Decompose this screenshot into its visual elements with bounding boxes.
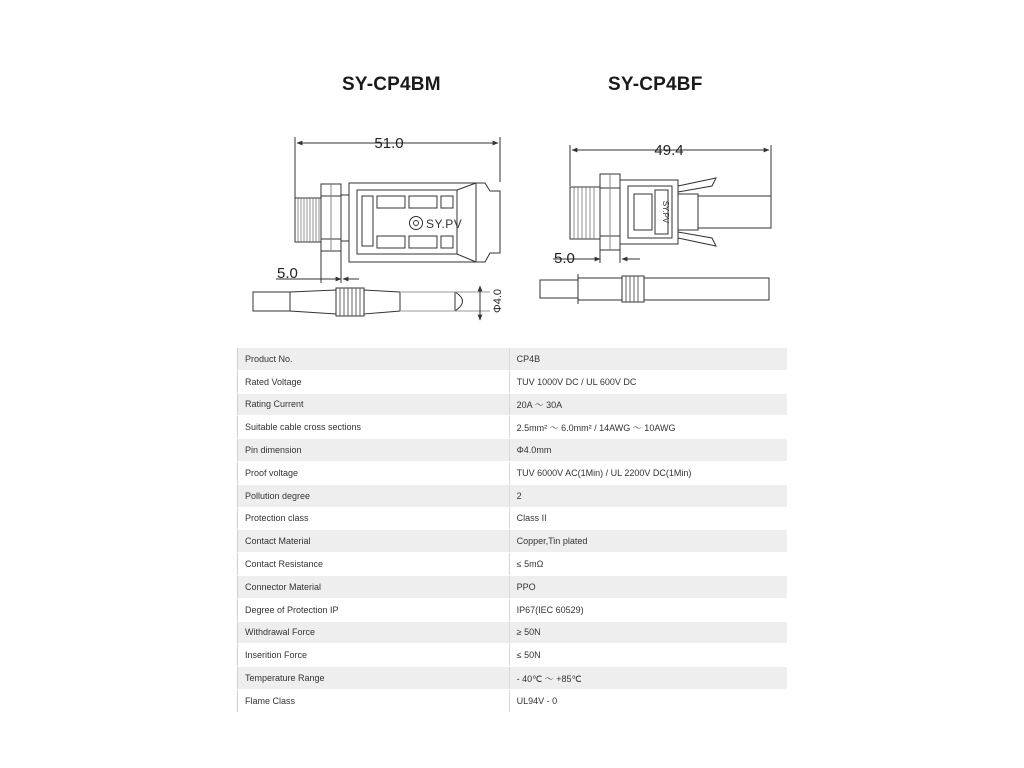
spec-label: Withdrawal Force xyxy=(238,621,510,644)
spec-label: Degree of Protection IP xyxy=(238,598,510,621)
female-nut-dimension: 5.0 xyxy=(554,250,575,267)
spec-label: Rated Voltage xyxy=(238,370,510,393)
spec-row xyxy=(238,575,788,598)
spec-row xyxy=(238,598,788,621)
female-connector-drawing xyxy=(540,145,771,304)
spec-label: Proof voltage xyxy=(238,461,510,484)
spec-value: ≤ 50N xyxy=(509,644,787,667)
spec-row xyxy=(238,348,788,371)
model-title-male: SY-CP4BM xyxy=(342,74,441,95)
spec-row xyxy=(238,689,788,712)
male-nut-dimension: 5.0 xyxy=(277,265,298,282)
spec-row xyxy=(238,507,788,530)
spec-row xyxy=(238,370,788,393)
spec-value: IP67(IEC 60529) xyxy=(509,598,787,621)
model-title-female: SY-CP4BF xyxy=(608,74,703,95)
spec-value: - 40℃ ～ +85℃ xyxy=(509,667,787,690)
spec-value: 2.5mm² ～ 6.0mm² / 14AWG ～ 10AWG xyxy=(509,416,787,439)
spec-value: TUV 6000V AC(1Min) / UL 2200V DC(1Min) xyxy=(509,461,787,484)
spec-value: Φ4.0mm xyxy=(509,439,787,462)
spec-row xyxy=(238,416,788,439)
spec-table xyxy=(237,347,787,713)
spec-row xyxy=(238,439,788,462)
male-connector-drawing xyxy=(253,137,500,320)
spec-label: Connector Material xyxy=(238,575,510,598)
spec-value: Copper,Tin plated xyxy=(509,530,787,553)
spec-value: 20A ～ 30A xyxy=(509,393,787,416)
spec-label: Flame Class xyxy=(238,689,510,712)
spec-label: Contact Resistance xyxy=(238,553,510,576)
spec-row xyxy=(238,553,788,576)
spec-label: Rating Current xyxy=(238,393,510,416)
spec-row xyxy=(238,644,788,667)
spec-row xyxy=(238,621,788,644)
technical-drawing xyxy=(0,0,1024,345)
spec-value: PPO xyxy=(509,575,787,598)
spec-label: Product No. xyxy=(238,348,510,371)
spec-label: Contact Material xyxy=(238,530,510,553)
spec-label: Protection class xyxy=(238,507,510,530)
spec-row xyxy=(238,393,788,416)
spec-value: CP4B xyxy=(509,348,787,371)
male-length-dimension: 51.0 xyxy=(374,135,404,152)
spec-label: Suitable cable cross sections xyxy=(238,416,510,439)
spec-label: Pin dimension xyxy=(238,439,510,462)
spec-row xyxy=(238,530,788,553)
spec-value: UL94V - 0 xyxy=(509,689,787,712)
spec-row xyxy=(238,667,788,690)
pin-diameter-dimension: Φ4.0 xyxy=(492,288,504,314)
spec-value: 2 xyxy=(509,484,787,507)
spec-label: Inserition Force xyxy=(238,644,510,667)
spec-row xyxy=(238,461,788,484)
female-length-dimension: 49.4 xyxy=(654,142,684,159)
female-brand-label: SY.PV xyxy=(661,200,670,224)
spec-label: Temperature Range xyxy=(238,667,510,690)
spec-value: ≥ 50N xyxy=(509,621,787,644)
spec-value: Class II xyxy=(509,507,787,530)
spec-value: TUV 1000V DC / UL 600V DC xyxy=(509,370,787,393)
spec-label: Pollution degree xyxy=(238,484,510,507)
spec-row xyxy=(238,484,788,507)
spec-value: ≤ 5mΩ xyxy=(509,553,787,576)
male-brand-label: SY.PV xyxy=(426,217,463,231)
